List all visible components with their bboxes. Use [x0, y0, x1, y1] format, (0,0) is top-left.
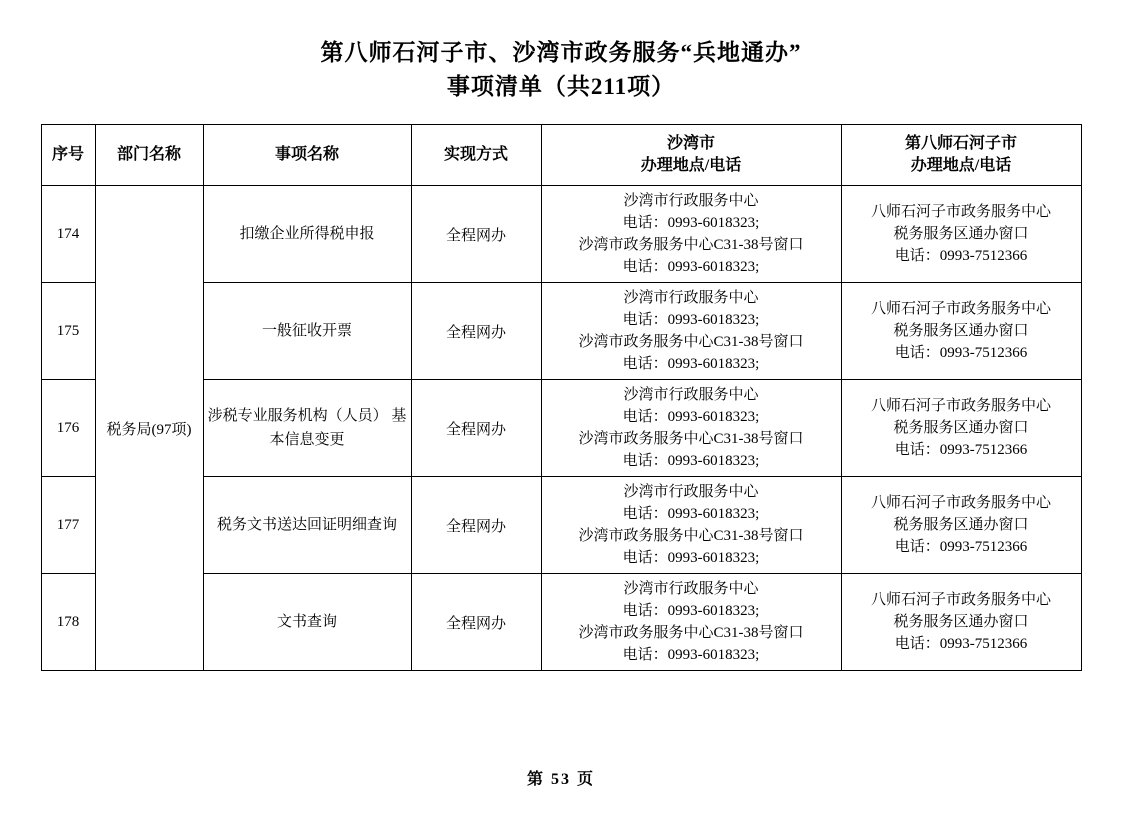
addr-line: 沙湾市行政服务中心	[623, 387, 759, 403]
cell-item-line: 扣缴企业所得税申报	[239, 226, 375, 242]
addr-line: 沙湾市行政服务中心	[623, 290, 759, 306]
addr-line: 税务服务区通办窗口	[893, 517, 1029, 533]
cell-shihezi-address	[841, 380, 1081, 477]
cell-item	[203, 186, 411, 283]
addr-line: 电话：0993-6018323;	[622, 409, 760, 425]
cell-shawan-address	[541, 380, 841, 477]
addr-line: 八师石河子市政务服务中心	[870, 592, 1051, 608]
addr-line: 电话：0993-6018323;	[622, 312, 760, 328]
addr-line: 税务服务区通办窗口	[893, 226, 1029, 242]
addr-line: 沙湾市行政服务中心	[623, 581, 759, 597]
addr-line: 税务服务区通办窗口	[893, 323, 1029, 339]
cell-seq: 174	[41, 186, 95, 283]
addr-line: 八师石河子市政务服务中心	[870, 398, 1051, 414]
addr-line: 税务服务区通办窗口	[893, 614, 1029, 630]
column-header-item: 事项名称	[203, 125, 411, 186]
addr-line: 沙湾市政务服务中心C31-38号窗口	[578, 431, 804, 447]
cell-item	[203, 380, 411, 477]
table-row	[41, 186, 1081, 283]
addr-line: 电话：0993-7512366	[894, 636, 1028, 652]
addr-line: 沙湾市政务服务中心C31-38号窗口	[578, 625, 804, 641]
page-footer: 第 53 页	[526, 771, 595, 788]
column-header-shihezi-line2: 办理地点/电话	[910, 157, 1012, 174]
cell-shawan-address	[541, 283, 841, 380]
addr-line: 电话：0993-6018323;	[622, 453, 760, 469]
addr-line: 八师石河子市政务服务中心	[870, 204, 1051, 220]
addr-line: 电话：0993-7512366	[894, 442, 1028, 458]
cell-way: 全程网办	[411, 186, 541, 283]
addr-line: 电话：0993-7512366	[894, 539, 1028, 555]
cell-item	[203, 477, 411, 574]
document-page	[0, 36, 1122, 829]
addr-line: 电话：0993-6018323;	[622, 603, 760, 619]
column-header-way: 实现方式	[411, 125, 541, 186]
cell-seq: 177	[41, 477, 95, 574]
cell-item-line: 税务文书送达回证明细查询	[216, 517, 397, 533]
column-header-shawan	[541, 125, 841, 186]
cell-item-line: 涉税专业服务机构（人员）	[207, 408, 388, 424]
cell-way: 全程网办	[411, 477, 541, 574]
page-title-line2: 事项清单（共211项）	[446, 74, 676, 99]
page-title	[0, 36, 1122, 104]
cell-seq: 176	[41, 380, 95, 477]
cell-shawan-address	[541, 574, 841, 671]
cell-item	[203, 574, 411, 671]
addr-line: 电话：0993-6018323;	[622, 215, 760, 231]
items-table	[41, 124, 1082, 671]
column-header-shawan-line2: 办理地点/电话	[640, 157, 742, 174]
column-header-dept: 部门名称	[95, 125, 203, 186]
addr-line: 沙湾市行政服务中心	[623, 193, 759, 209]
addr-line: 电话：0993-6018323;	[622, 647, 760, 663]
column-header-shihezi	[841, 125, 1081, 186]
cell-shihezi-address	[841, 283, 1081, 380]
table-header-row	[41, 125, 1081, 186]
addr-line: 电话：0993-7512366	[894, 345, 1028, 361]
cell-shawan-address	[541, 477, 841, 574]
addr-line: 沙湾市政务服务中心C31-38号窗口	[578, 528, 804, 544]
cell-shihezi-address	[841, 186, 1081, 283]
column-header-seq: 序号	[41, 125, 95, 186]
column-header-shawan-line1: 沙湾市	[666, 135, 715, 152]
cell-way: 全程网办	[411, 574, 541, 671]
addr-line: 八师石河子市政务服务中心	[870, 495, 1051, 511]
cell-way: 全程网办	[411, 380, 541, 477]
column-header-shihezi-line1: 第八师石河子市	[904, 135, 1017, 152]
cell-shawan-address	[541, 186, 841, 283]
addr-line: 电话：0993-6018323;	[622, 506, 760, 522]
addr-line: 沙湾市政务服务中心C31-38号窗口	[578, 237, 804, 253]
cell-item	[203, 283, 411, 380]
addr-line: 电话：0993-6018323;	[622, 259, 760, 275]
cell-item-line: 基本信息变更	[269, 408, 407, 448]
addr-line: 沙湾市政务服务中心C31-38号窗口	[578, 334, 804, 350]
cell-seq: 175	[41, 283, 95, 380]
addr-line: 电话：0993-6018323;	[622, 356, 760, 372]
cell-shihezi-address	[841, 477, 1081, 574]
addr-line: 电话：0993-6018323;	[622, 550, 760, 566]
addr-line: 八师石河子市政务服务中心	[870, 301, 1051, 317]
addr-line: 电话：0993-7512366	[894, 248, 1028, 264]
cell-way: 全程网办	[411, 283, 541, 380]
cell-item-line: 一般征收开票	[261, 323, 352, 339]
cell-shihezi-address	[841, 574, 1081, 671]
cell-item-line: 文书查询	[276, 614, 337, 630]
cell-seq: 178	[41, 574, 95, 671]
addr-line: 税务服务区通办窗口	[893, 420, 1029, 436]
page-title-line1: 第八师石河子市、沙湾市政务服务“兵地通办”	[320, 40, 802, 65]
cell-dept-group: 税务局(97项)	[95, 186, 203, 671]
addr-line: 沙湾市行政服务中心	[623, 484, 759, 500]
